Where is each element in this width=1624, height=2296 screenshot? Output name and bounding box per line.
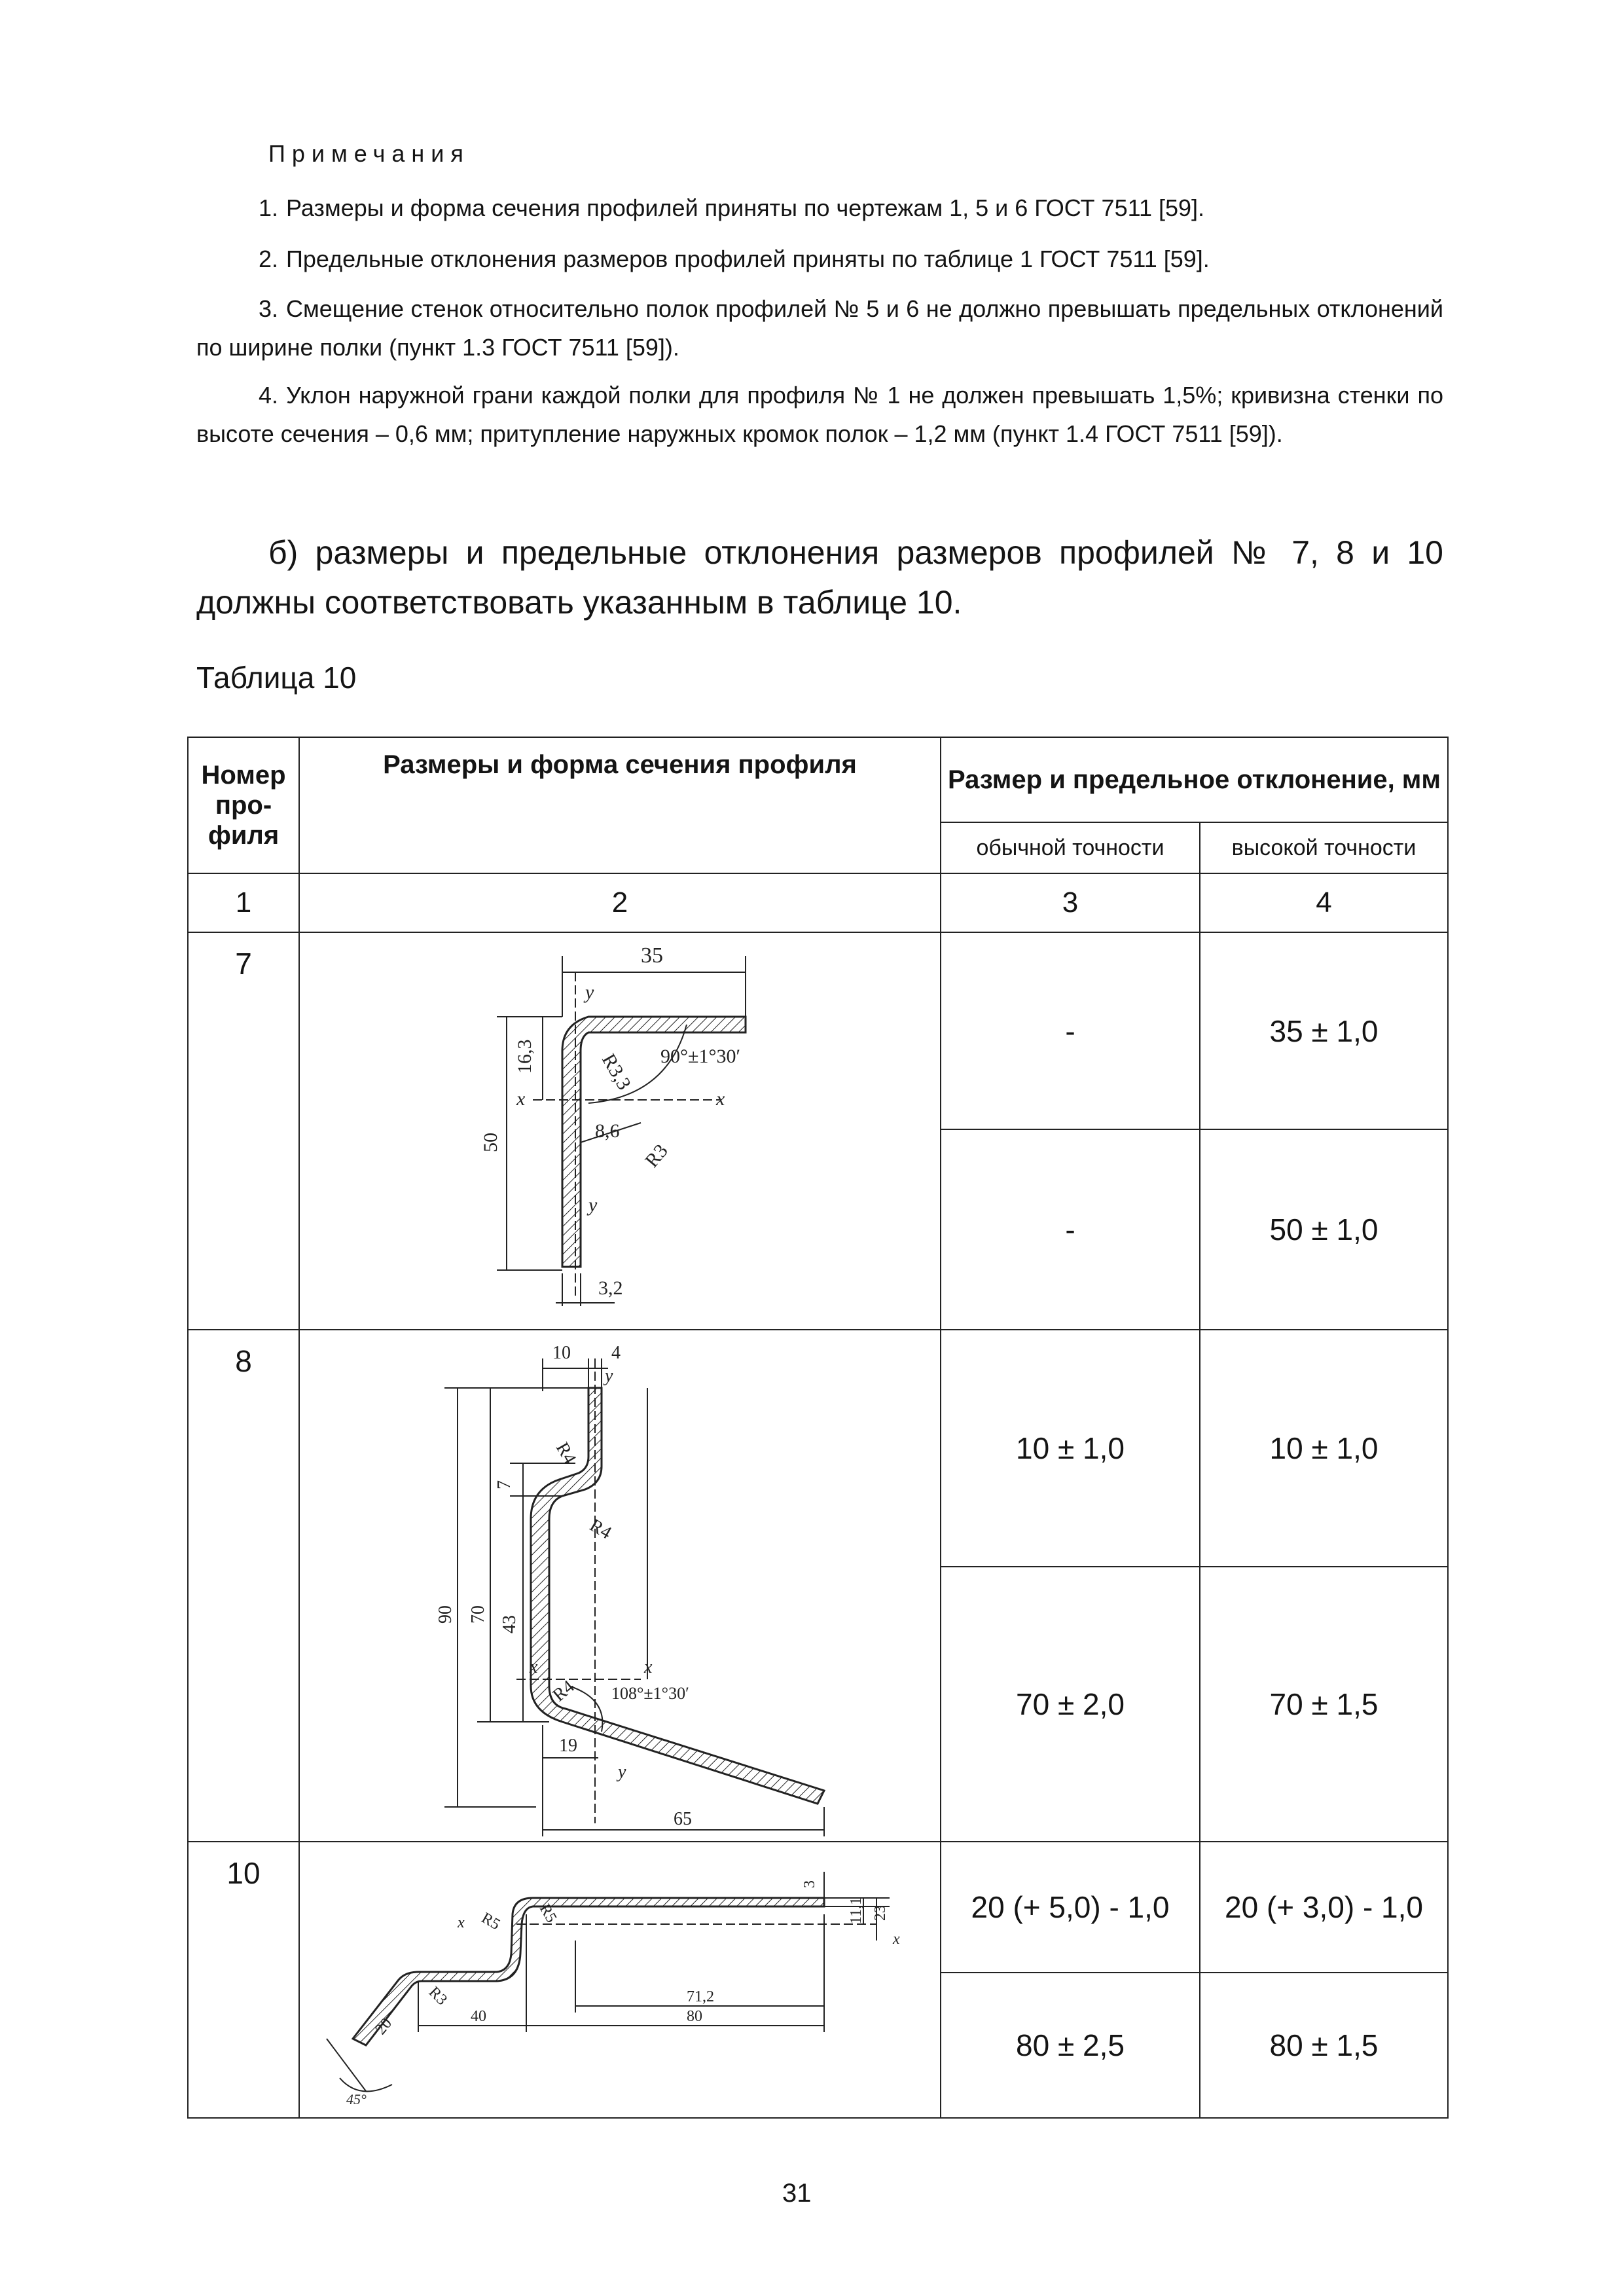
value-high: 35 ± 1,0 — [1200, 932, 1448, 1129]
note-number: 1. — [258, 194, 278, 221]
table-caption: Таблица 10 — [196, 661, 357, 695]
profile-table — [187, 737, 1449, 2119]
axis-x-label: x — [893, 1931, 900, 1948]
axis-y-label: y — [618, 1761, 626, 1782]
radius-4: R4 — [551, 1438, 581, 1468]
body-paragraph: б) размеры и предельные отклонения размеров профилей № 7, 8 и 10 должны соответствовать указанным в таблице 10. — [196, 534, 1443, 621]
dim-16-3: 16,3 — [514, 1039, 535, 1074]
dim-43: 43 — [499, 1614, 520, 1633]
profile-10-section-diagram — [300, 1842, 939, 2114]
dim-7: 7 — [494, 1480, 514, 1489]
dim-35: 35 — [641, 943, 663, 968]
dim-50: 50 — [480, 1133, 501, 1152]
axis-x-label: x — [516, 1088, 526, 1110]
note-text: Уклон наружной грани каждой полки для профиля № 1 не должен превышать 1,5%; кривизна стенки по высоте сечения – 0,6 мм; притупление наружных кромок полок – 1,2 мм (пункт 1.4 ГОСТ 7511 [59]). — [196, 382, 1443, 447]
angle-45: 45° — [346, 2091, 367, 2107]
header-normal-precision: обычной точности — [941, 822, 1200, 873]
profile-number: 10 — [188, 1842, 299, 2118]
note-number: 2. — [258, 246, 278, 272]
dim-4: 4 — [611, 1342, 621, 1363]
column-number: 1 — [188, 873, 299, 932]
dim-3: 3 — [801, 1880, 818, 1888]
note-item — [196, 240, 1443, 278]
axis-y-label: y — [585, 981, 594, 1003]
dim-70: 70 — [468, 1605, 488, 1624]
note-item — [196, 289, 1443, 367]
radius-4: R4 — [549, 1676, 579, 1705]
value-normal: 70 ± 2,0 — [941, 1567, 1200, 1842]
value-normal: 10 ± 1,0 — [941, 1330, 1200, 1567]
note-number: 4. — [258, 382, 278, 409]
note-item — [196, 189, 1443, 227]
axis-y-label: y — [588, 1194, 598, 1216]
note-text: Предельные отклонения размеров профилей приняты по таблице 1 ГОСТ 7511 [59]. — [286, 246, 1210, 272]
header-profile-no: Номер про-филя — [188, 737, 299, 873]
profile-7-section-diagram — [300, 933, 939, 1326]
angle-108: 108°±1°30′ — [611, 1683, 689, 1703]
value-high: 80 ± 1,5 — [1200, 1973, 1448, 2118]
page-number: 31 — [782, 2179, 812, 2208]
dim-65: 65 — [674, 1808, 692, 1829]
radius-4: R4 — [586, 1514, 615, 1543]
axis-x-label: x — [530, 1656, 538, 1677]
angle-90: 90°±1°30′ — [660, 1046, 741, 1067]
value-normal: 20 (+ 5,0) - 1,0 — [941, 1842, 1200, 1973]
radius-5: R5 — [535, 1901, 560, 1926]
value-normal: - — [941, 1129, 1200, 1330]
radius-3: R3 — [641, 1140, 672, 1172]
note-number: 3. — [258, 295, 278, 322]
column-number: 2 — [299, 873, 941, 932]
profile-7-drawing — [299, 932, 941, 1330]
column-number: 4 — [1200, 873, 1448, 932]
dim-3-2: 3,2 — [598, 1277, 623, 1299]
dim-19: 19 — [559, 1735, 577, 1756]
radius-5: R5 — [478, 1909, 503, 1934]
value-high: 20 (+ 3,0) - 1,0 — [1200, 1842, 1448, 1973]
axis-x-label: x — [644, 1656, 653, 1677]
header-size: Размер и предельное отклонение, мм — [941, 737, 1448, 822]
profile-number: 7 — [188, 932, 299, 1330]
radius-3: R3 — [425, 1983, 450, 2009]
axis-x-label: x — [716, 1088, 725, 1110]
value-high: 10 ± 1,0 — [1200, 1330, 1448, 1567]
value-high: 70 ± 1,5 — [1200, 1567, 1448, 1842]
dim-71-2: 71,2 — [687, 1988, 714, 2005]
radius-3-3: R3,3 — [597, 1050, 636, 1094]
profile-number: 8 — [188, 1330, 299, 1842]
column-number: 3 — [941, 873, 1200, 932]
value-normal: 80 ± 2,5 — [941, 1973, 1200, 2118]
dim-8-6: 8,6 — [595, 1120, 620, 1142]
header-high-precision: высокой точности — [1200, 822, 1448, 873]
axis-x-label: x — [458, 1914, 465, 1931]
axis-y-label: y — [605, 1365, 613, 1386]
value-high: 50 ± 1,0 — [1200, 1129, 1448, 1330]
dim-23: 23 — [872, 1905, 889, 1921]
profile-8-drawing — [299, 1330, 941, 1842]
profile-8-section-diagram — [300, 1332, 939, 1836]
value-normal: - — [941, 932, 1200, 1129]
dim-40: 40 — [471, 2008, 486, 2025]
profile-10-drawing — [299, 1842, 941, 2118]
dim-80: 80 — [687, 2008, 702, 2025]
dim-20: 20 — [372, 2014, 396, 2038]
dim-11-1: 11,1 — [848, 1897, 865, 1924]
notes-title: Примечания — [268, 140, 470, 167]
dim-10: 10 — [552, 1342, 571, 1363]
note-item — [196, 376, 1443, 453]
note-text: Размеры и форма сечения профилей приняты по чертежам 1, 5 и 6 ГОСТ 7511 [59]. — [286, 194, 1205, 221]
dim-90: 90 — [435, 1605, 456, 1624]
header-shape: Размеры и форма сечения профиля — [299, 737, 941, 873]
note-text: Смещение стенок относительно полок профилей № 5 и 6 не должно превышать предельных отклонений по ширине полки (пункт 1.3 ГОСТ 7511 [59]). — [196, 295, 1443, 361]
